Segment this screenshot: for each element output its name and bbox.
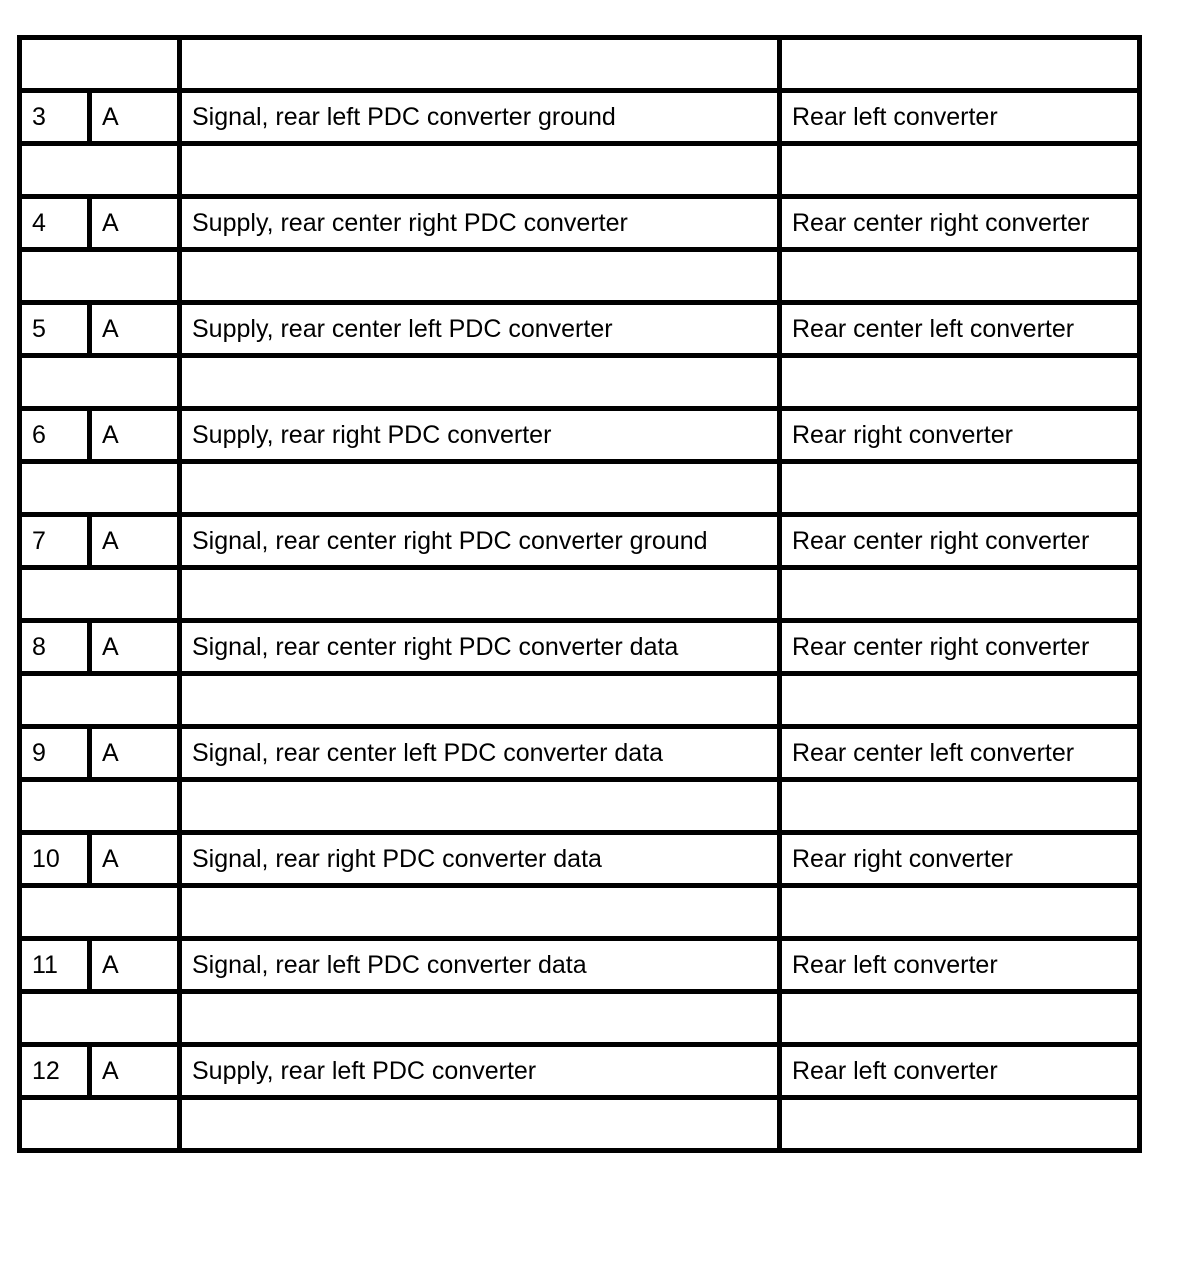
blank-row <box>20 674 1140 727</box>
blank-cell <box>20 38 180 91</box>
component-cell: Rear center right converter <box>780 515 1140 568</box>
pin-number-cell: 5 <box>20 303 90 356</box>
component-cell: Rear left converter <box>780 1045 1140 1098</box>
connector-cell: A <box>90 197 180 250</box>
blank-cell <box>780 250 1140 303</box>
blank-row <box>20 356 1140 409</box>
pin-number-cell: 9 <box>20 727 90 780</box>
blank-cell <box>180 1098 780 1151</box>
table-row <box>20 409 1140 462</box>
blank-cell <box>780 886 1140 939</box>
description-cell: Signal, rear center right PDC converter ground <box>180 515 780 568</box>
blank-cell <box>180 38 780 91</box>
blank-cell <box>20 144 180 197</box>
pin-assignment-table <box>17 35 1142 1153</box>
blank-row <box>20 250 1140 303</box>
pin-number-cell: 10 <box>20 833 90 886</box>
description-cell: Signal, rear center right PDC converter data <box>180 621 780 674</box>
description-cell: Signal, rear left PDC converter data <box>180 939 780 992</box>
pin-number-cell: 8 <box>20 621 90 674</box>
table-row <box>20 303 1140 356</box>
blank-cell <box>180 462 780 515</box>
table-row <box>20 727 1140 780</box>
pin-number-cell: 7 <box>20 515 90 568</box>
blank-cell <box>780 144 1140 197</box>
connector-cell: A <box>90 91 180 144</box>
blank-cell <box>780 568 1140 621</box>
blank-cell <box>780 1098 1140 1151</box>
blank-cell <box>780 780 1140 833</box>
description-cell: Supply, rear left PDC converter <box>180 1045 780 1098</box>
blank-cell <box>780 992 1140 1045</box>
blank-cell <box>180 674 780 727</box>
connector-cell: A <box>90 1045 180 1098</box>
connector-cell: A <box>90 727 180 780</box>
component-cell: Rear left converter <box>780 91 1140 144</box>
blank-row <box>20 462 1140 515</box>
pin-number-cell: 3 <box>20 91 90 144</box>
connector-cell: A <box>90 409 180 462</box>
blank-cell <box>20 674 180 727</box>
table-row <box>20 939 1140 992</box>
component-cell: Rear center left converter <box>780 303 1140 356</box>
table-row <box>20 515 1140 568</box>
description-cell: Supply, rear center right PDC converter <box>180 197 780 250</box>
blank-row <box>20 144 1140 197</box>
blank-cell <box>180 568 780 621</box>
blank-cell <box>20 992 180 1045</box>
blank-cell <box>20 1098 180 1151</box>
blank-row <box>20 780 1140 833</box>
blank-cell <box>780 356 1140 409</box>
table-row <box>20 91 1140 144</box>
description-cell: Signal, rear left PDC converter ground <box>180 91 780 144</box>
table-row <box>20 621 1140 674</box>
blank-cell <box>780 38 1140 91</box>
blank-cell <box>20 356 180 409</box>
blank-row <box>20 886 1140 939</box>
connector-cell: A <box>90 515 180 568</box>
blank-cell <box>180 250 780 303</box>
description-cell: Signal, rear right PDC converter data <box>180 833 780 886</box>
description-cell: Signal, rear center left PDC converter data <box>180 727 780 780</box>
connector-cell: A <box>90 939 180 992</box>
connector-cell: A <box>90 833 180 886</box>
blank-row <box>20 568 1140 621</box>
table-row <box>20 833 1140 886</box>
pin-table-body <box>20 38 1140 1151</box>
pin-number-cell: 6 <box>20 409 90 462</box>
blank-cell <box>180 356 780 409</box>
blank-cell <box>180 886 780 939</box>
blank-cell <box>780 462 1140 515</box>
component-cell: Rear right converter <box>780 833 1140 886</box>
pin-number-cell: 4 <box>20 197 90 250</box>
connector-cell: A <box>90 303 180 356</box>
blank-cell <box>20 250 180 303</box>
blank-cell <box>780 674 1140 727</box>
blank-cell <box>180 144 780 197</box>
blank-row <box>20 38 1140 91</box>
connector-cell: A <box>90 621 180 674</box>
table-row <box>20 197 1140 250</box>
blank-cell <box>20 886 180 939</box>
blank-cell <box>20 780 180 833</box>
blank-cell <box>180 992 780 1045</box>
pin-number-cell: 12 <box>20 1045 90 1098</box>
blank-cell <box>20 462 180 515</box>
component-cell: Rear center left converter <box>780 727 1140 780</box>
blank-cell <box>20 568 180 621</box>
table-row <box>20 1045 1140 1098</box>
component-cell: Rear right converter <box>780 409 1140 462</box>
blank-row <box>20 1098 1140 1151</box>
blank-cell <box>180 780 780 833</box>
blank-row <box>20 992 1140 1045</box>
description-cell: Supply, rear center left PDC converter <box>180 303 780 356</box>
pin-number-cell: 11 <box>20 939 90 992</box>
description-cell: Supply, rear right PDC converter <box>180 409 780 462</box>
component-cell: Rear center right converter <box>780 197 1140 250</box>
component-cell: Rear center right converter <box>780 621 1140 674</box>
component-cell: Rear left converter <box>780 939 1140 992</box>
